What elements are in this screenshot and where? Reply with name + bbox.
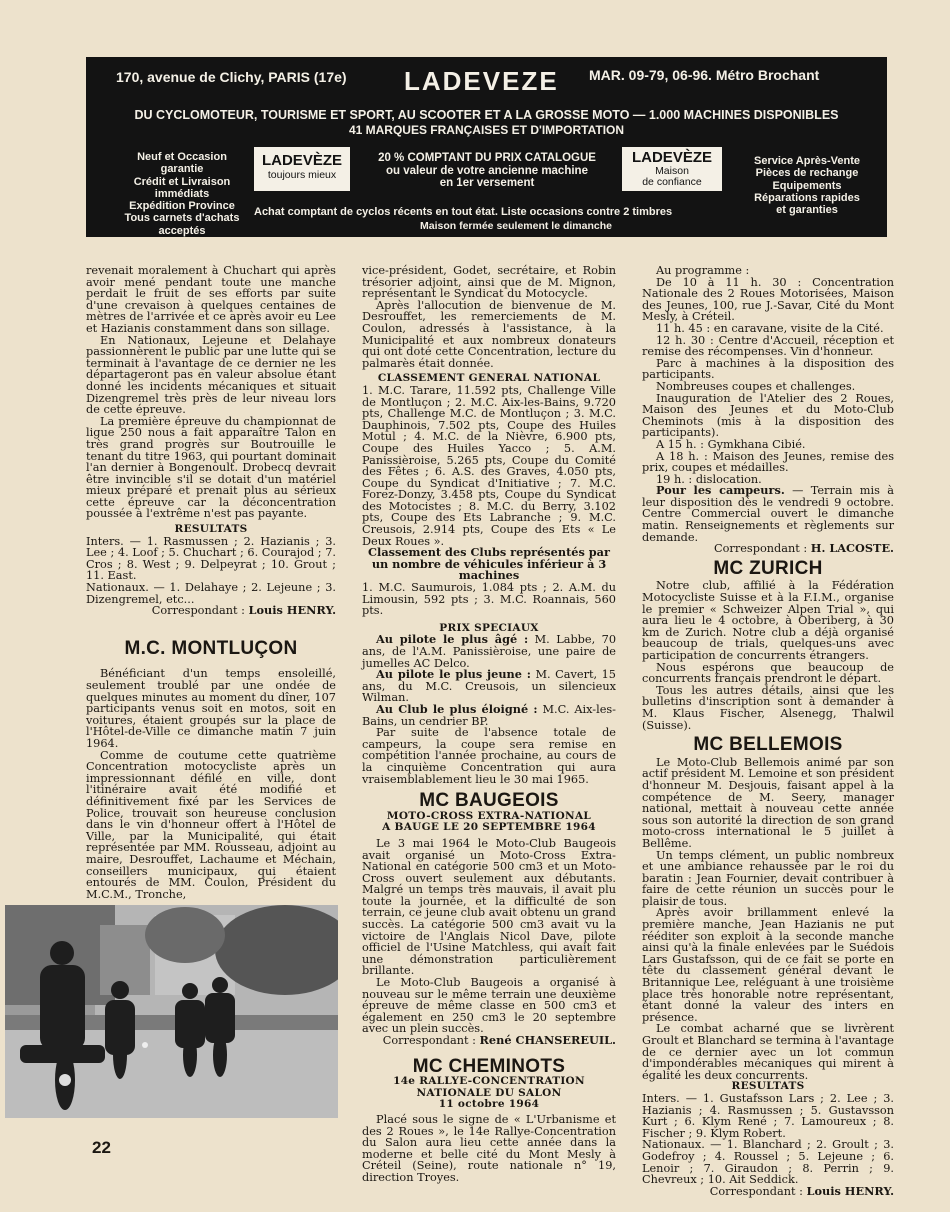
ad-tagline: DU CYCLOMOTEUR, TOURISME ET SPORT, AU SCOOTER ET A LA GROSSE MOTO — 1.000 MACHINES DISPONIBLES (134, 108, 839, 122)
results-nationaux: Nationaux. — 1. Delahaye ; 2. Lejeune ; 3. Dizengremel, etc... (86, 581, 336, 606)
program-item: Parc à machines à la disposition des participants. (642, 356, 894, 382)
campeurs-paragraph (642, 485, 894, 543)
results-heading: RESULTATS (174, 523, 248, 536)
heading-mc-zurich: MC ZURICH (713, 557, 823, 579)
program-item: 11 h. 45 : en caravane, visite de la Cité. (656, 321, 884, 335)
correspondent-label: Correspondant : (382, 1034, 476, 1047)
paragraph: Le Moto-Club Bellemois animé par son actif président M. Lemoine et son président d'honneur M. Desjouis, faisant appel à la compétence de M. Seery, manager national, mettait à nouveau cette année sous son autorité la direction de son grand moto-cross international le 5 juillet à Bellême. (642, 755, 894, 850)
prix-text: M. Cavert, 15 ans, du M.C. Creusois, un silencieux Wilman. (362, 668, 616, 705)
correspondent-name: Louis HENRY. (248, 603, 336, 618)
correspondent (362, 1035, 616, 1047)
ad-box-title: LADEVÈZE (631, 149, 712, 166)
cheminots-subheading: 11 octobre 1964 (438, 1098, 540, 1111)
ad-left-line: garantie (160, 163, 204, 176)
baugeois-subheading: A BAUGE LE 20 SEPTEMBRE 1964 (382, 821, 596, 834)
heading-mc-cheminots: MC CHEMINOTS (412, 1055, 566, 1077)
ad-box-title: LADEVÈZE (261, 152, 342, 169)
paragraph: Un temps clément, un public nombreux et une ambiance rehaussée par le roi du baratin : Jean Fournier, devait contribuer à faire de cette réunion un succès pour le plaisir de tous. (642, 848, 894, 908)
correspondent (642, 543, 894, 555)
paragraph: La première épreuve du championnat de ligue 250 nous a fait apparaître Talon en très grand progrès sur Boutrouille le tenant du titre 1963, qui pourtant dominait l'an dernier à Bongenoult. Drobecq devrait être invincible s'il se dotait d'un matériel mieux préparé et prenait plus au sérieux cette épreuve car la déconcentration poussée à l'extrême n'est pas payante. (86, 414, 336, 521)
column-2 (362, 265, 616, 1184)
correspondent-name: Louis HENRY. (806, 1183, 894, 1198)
ad-left-line: Expédition Province (129, 200, 235, 213)
prix-text: M. Labbe, 70 ans, de l'A.M. Panissièroise, une paire de jumelles AC Delco. (362, 633, 617, 670)
clubs-heading: Classement des Clubs représentés par un nombre de véhicules inférieur à 3 machines (368, 545, 610, 583)
ad-right-line: Equipements (772, 179, 842, 192)
paragraph: Notre club, affilié à la Fédération Motocycliste Suisse et à la F.I.M., organise le premier « Schweizer Alpen Trial », qui aura lieu le 4 octobre, à Oberiberg, à 30 km de Zurich. Notre club a déjà organisé beaucoup de trials, quelques-uns avec participation de concurrents étrangers. (642, 579, 894, 662)
parade-photo (5, 905, 338, 1118)
ad-cash-purchase: Achat comptant de cyclos récents en tout état. Liste occasions contre 2 timbres (254, 206, 673, 218)
program-item: A 15 h. : Gymkhana Cibié. (656, 437, 806, 451)
correspondent-name: H. LACOSTE. (810, 541, 894, 556)
paragraph: Nous espérons que beaucoup de concurrents français prendront le départ. (642, 660, 894, 686)
ad-box-subtitle: Maison (655, 165, 689, 177)
column-1 (86, 265, 336, 939)
cheminots-subheading: NATIONALE DU SALON (416, 1086, 562, 1099)
program-item: 19 h. : dislocation. (656, 472, 762, 486)
paragraph: revenait moralement à Chuchart qui après avoir mené pendant toute une manche perdait le fruit de ses efforts par suite d'une crevaison à quelques centaines de mètres de l'arrivée et ce après avoir eu Lee et Hazianis constamment dans son sillage. (86, 264, 336, 335)
results-inters: Inters. — 1. Rasmussen ; 2. Hazianis ; 3. Lee ; 4. Loof ; 5. Chuchart ; 6. Courajod ; 7. Cros ; 8. West ; 9. Delpeyrat ; 10. Grout ; 11. East. (86, 534, 336, 583)
program-heading: Au programme : (656, 264, 750, 277)
ad-left-line: acceptés (158, 224, 206, 237)
ad-right-services (732, 155, 882, 216)
ad-address: 170, avenue de Clichy, PARIS (17e) (116, 69, 347, 85)
paragraph: Tous les autres détails, ainsi que les bulletins d'inscription sont à demander à M. Klaus Fischer, Alsenegg, Thalwil (Suisse). (642, 683, 894, 732)
paragraph: Comme de coutume cette quatrième Concentration motocycliste après un impressionnant défilé en ville, dont l'itinéraire avait été modifié et définitivement fixé par les Services de Police, trouvait son heureuse conclusion dans le vin d'honneur offert à l'Hôtel de Ville, par la Municipalité, qui était représentée par MM. Rousseau, adjoint au maire, Desrouffet, Lachaume et Méchain, conseillers municipaux, qui étaient entourés de MM. Coulon, Président du M.C.M., Tronche, (86, 748, 336, 901)
correspondent-name: René CHANSEREUIL. (479, 1033, 616, 1047)
ad-left-line: Crédit et Livraison (133, 175, 231, 188)
ad-offer (356, 152, 618, 190)
ad-left-line: immédiats (154, 187, 210, 200)
ad-brand-logo: LADEVEZE (404, 66, 559, 96)
ad-offer-line: 20 % COMPTANT DU PRIX CATALOGUE (378, 152, 596, 164)
results-nationaux: Nationaux. — 1. Blanchard ; 2. Groult ; 3. Godefroy ; 4. Roussel ; 5. Lejeune ; 6. Lenoir ; 7. Giraudon ; 8. Perrin ; 9. Chevreux ; 10. Ait Seddick. (642, 1138, 894, 1187)
heading-mc-baugeois: MC BAUGEOIS (419, 790, 559, 812)
paragraph: En Nationaux, Lejeune et Delahaye passionnèrent le public par une lutte qui se terminait à l'avantage de ce dernier ne les départageront pas en valeur absolue étant donné les incidents mécaniques et situait Dizengremel très près de leur niveau lors de cette épreuve. (86, 333, 336, 417)
correspondent-label: Correspondant : (709, 1184, 803, 1198)
ad-box-maison-de-confiance (622, 147, 722, 191)
prix-item (362, 634, 616, 669)
correspondent-label: Correspondant : (151, 604, 245, 618)
ad-left-line: Neuf et Occasion (137, 151, 227, 163)
baugeois-subheading: MOTO-CROSS EXTRA-NATIONAL (386, 809, 592, 822)
classement-heading: CLASSEMENT GENERAL NATIONAL (377, 372, 601, 385)
paragraph: Le combat acharné que se livrèrent Groult et Blanchard se termina à l'avantage de ce dernier avec un lot commun d'impondérables mécaniques qui mirent à égalité les deux concurrents. (642, 1022, 894, 1082)
prix-text: M.C. Aix-les-Bains, un cendrier BP. (362, 702, 616, 728)
correspondent (86, 605, 336, 617)
classement-list: 1. M.C. Tarare, 11.592 pts, Challenge Ville de Montluçon ; 2. M.C. Aix-les-Bains, 9.720 pts, Challenge M.C. de Montluçon ; 3. M.C. Dauphinois, 7.502 pts, Coupe des Huiles Motul ; 4. M.C. de la Nièvre, 6.900 pts, Coupe des Huiles Yacco ; 5. A.M. Panissièroise, 5.265 pts, Coupe du Comité des Fêtes ; 6. A.S. des Graves, 4.050 pts, Coupe du Syndicat d'Initiative ; 7. M.C. Forez-Donzy, 3.458 pts, Coupe du Syndicat des Motocistes ; 8. M.C. du Berry, 3.102 pts, Coupe des Ets Labranche ; 9. M.C. Creusois, 2.914 pts, Coupe des Ets « Le Deux Roues ». (362, 383, 616, 548)
program-item: 12 h. 30 : Centre d'Accueil, réception et remise des récompenses. Vin d'honneur. (642, 333, 894, 359)
prix-label: Au pilote le plus jeune : (376, 667, 531, 682)
heading-mc-bellemois: MC BELLEMOIS (693, 734, 843, 756)
paragraph: Le Moto-Club Baugeois a organisé à nouveau sur le même terrain une deuxième épreuve de même classe en 500 cm3 et également en 250 cm3 le 20 septembre avec un plein succès. (362, 976, 616, 1036)
program-item: A 18 h. : Maison des Jeunes, remise des prix, coupes et médailles. (642, 449, 894, 475)
campeurs-label: Pour les campeurs. (656, 483, 785, 498)
results-heading: RESULTATS (731, 1080, 805, 1093)
ad-right-line: Service Après-Vente (754, 155, 860, 167)
correspondent (642, 1183, 894, 1198)
program-item: De 10 à 11 h. 30 : Concentration Nationale des 2 Roues Motorisées, Maison des Jeunes, 100, rue J.-Savar, Cité du Mont Mesly, à Créteil. (642, 275, 894, 324)
ad-right-line: Réparations rapides (754, 191, 860, 204)
paragraph: Par suite de l'absence totale de campeurs, la coupe sera remise en compétition l'année prochaine, au cours de la cinquième Concentration qui aura vraisemblablement lieu le 30 mai 1965. (362, 726, 616, 786)
ad-phone: MAR. 09-79, 06-96. Métro Brochant (589, 67, 820, 83)
prix-item (362, 701, 616, 728)
ad-box-toujours-mieux (254, 147, 350, 191)
cheminots-subheading: 14e RALLYE-CONCENTRATION (393, 1075, 585, 1088)
prix-label: Au Club le plus éloigné : (376, 701, 538, 716)
ad-closing-days: Maison fermée seulement le dimanche (420, 220, 612, 232)
parade-photo-image (5, 905, 338, 1118)
ad-offer-line: en 1er versement (439, 177, 535, 189)
paragraph: Après l'allocution de bienvenue de M. Desrouffet, les remerciements de M. Coulon, adressés à l'assistance, à la Municipalité et aux nombreux donateurs qui ont doté cette Concentration, lecture du palmarès était donnée. (362, 298, 616, 370)
prix-heading: PRIX SPECIAUX (439, 621, 539, 634)
program-item: Inauguration de l'Atelier des 2 Roues, Maison des Jeunes et du Moto-Club Cheminots (mis à la disposition des participants). (642, 391, 894, 440)
heading-mc-montlucon: M.C. MONTLUÇON (124, 637, 298, 659)
ad-brands-count: 41 MARQUES FRANÇAISES ET D'IMPORTATION (348, 123, 625, 137)
ad-offer-line: ou valeur de votre ancienne machine (386, 164, 588, 177)
ad-right-line: Pièces de rechange (755, 167, 859, 180)
page-number: 22 (92, 1138, 111, 1157)
clubs-list: 1. M.C. Saumurois, 1.084 pts ; 2. A.M. du Limousin, 592 pts ; 3. M.C. Roannais, 560 pts. (362, 581, 616, 618)
ad-left-line: Tous carnets d'achats (124, 212, 240, 225)
program-item: Nombreuses coupes et challenges. (656, 379, 856, 393)
paragraph: vice-président, Godet, secrétaire, et Robin trésorier adjoint, ainsi que de M. Mignon, représentant le Syndicat du Motocycle. (362, 264, 616, 301)
ad-left-services (102, 151, 262, 237)
paragraph: Bénéficiant d'un temps ensoleillé, seulement troublé par une ondée de quelques minutes au moment du dîner, 107 participants venus soit en motos, soit en voitures, étaient groupés sur la place de l'Hôtel-de-Ville ce dimanche matin 7 juin 1964. (86, 667, 336, 750)
ad-right-line: et garanties (776, 204, 838, 217)
correspondent-label: Correspondant : (713, 542, 808, 556)
ladeveze-advertisement (86, 57, 887, 237)
paragraph: Après avoir brillamment enlevé la première manche, Jean Hazianis ne put rééditer son exploit à la seconde manche ainsi qu'à la finale enlevées par le Suédois Lars Gustafsson, qui de ce fait se porte en tête du classement général devant le Britannique Lee, reléguant à une troisième place très honorable notre représentant, étant donné la valeur des inters en présence. (642, 906, 894, 1024)
paragraph: Le 3 mai 1964 le Moto-Club Baugeois avait organisé un Moto-Cross Extra-National en catégorie 500 cm3 et un Moto-Cross ouvert seulement aux débutants. Malgré un temps très mauvais, il avait plu toute la journée, et la difficulté de son terrain, ce jeune club avait obtenu un grand succès. La catégorie 500 cm3 avait vu la victoire de l'Anglais Nicol Dave, pilote officiel de l'Usine Matchless, qui avait fait une démonstration particulièrement brillante. (362, 836, 616, 978)
prix-item (362, 669, 616, 704)
ad-box-subtitle: de confiance (642, 176, 702, 188)
ad-box-subtitle: toujours mieux (267, 169, 337, 181)
results-inters: Inters. — 1. Gustafsson Lars ; 2. Lee ; 3. Hazianis ; 4. Rasmussen ; 5. Gustavsson Kurt ; 6. Klym René ; 7. Lamoureux ; 8. Fischer ; 9. Klym Robert. (642, 1091, 894, 1140)
campeurs-text: — Terrain mis à leur disposition dès le vendredi 9 octobre. Centre Commercial ouvert le dimanche matin. Renseignements et règlements sur demande. (642, 484, 894, 544)
paragraph: Placé sous le signe de « L'Urbanisme et des 2 Roues », le 14e Rallye-Concentration du Salon aura lieu cette année dans la moderne et belle cité du Mont Mesly à Créteil (Seine), route nationale n° 19, direction Troyes. (362, 1112, 616, 1184)
prix-label: Au pilote le plus âgé : (376, 632, 529, 647)
column-3 (642, 265, 894, 1197)
